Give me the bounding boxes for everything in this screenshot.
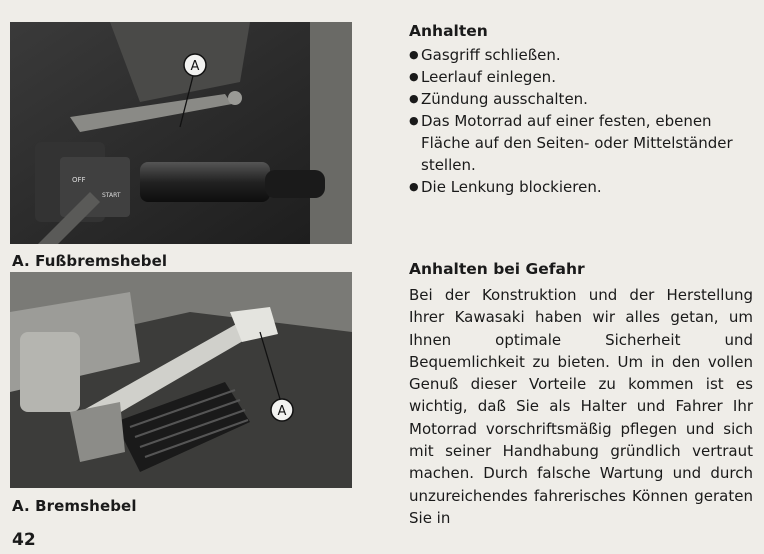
brake-pedal-illustration <box>10 272 352 488</box>
list-item: ● Das Motorrad auf einer festen, ebenen Fläche auf den Seiten- oder Mittelständer stellen. <box>409 110 753 176</box>
section-anhalten-bei-gefahr <box>409 258 753 529</box>
figure-1-callout: A <box>190 59 200 74</box>
figure-2-photo <box>10 272 352 488</box>
list-item: ● Die Lenkung blockieren. <box>409 176 753 198</box>
list-item: ● Leerlauf einlegen. <box>409 66 753 88</box>
figure-2-caption: A. Bremshebel <box>12 497 137 515</box>
section-heading: Anhalten <box>409 22 488 40</box>
svg-text:START: START <box>102 192 121 199</box>
svg-text:OFF: OFF <box>72 176 86 184</box>
handlebar-lever-illustration <box>10 22 352 244</box>
figure-2-callout: A <box>277 404 287 419</box>
list-item: ● Gasgriff schließen. <box>409 44 753 66</box>
body-paragraph: Bei der Konstruktion und der Herstellung Ihrer Kawasaki haben wir alles getan, um Ihnen optimale Sicherheit und Bequemlichkeit zu bieten. Um in den vollen Genuß dieser Vorteile zu kommen ist es wichtig, daß Sie als Halter und Fahrer Ihr Motorrad vorschriftsmäßig pflegen und sich mit seiner Handhabung gründlich vertraut machen. Durch falsche Wartung und durch unzureichendes fahrerisches Können geraten Sie in <box>409 286 753 527</box>
figure-1-photo <box>10 22 352 244</box>
page-number: 42 <box>12 530 36 550</box>
section-anhalten <box>409 20 753 198</box>
section-heading: Anhalten bei Gefahr <box>409 260 585 278</box>
list-item: ● Zündung ausschalten. <box>409 88 753 110</box>
bullet-list <box>409 44 753 198</box>
figure-1-caption: A. Fußbremshebel <box>12 252 168 270</box>
